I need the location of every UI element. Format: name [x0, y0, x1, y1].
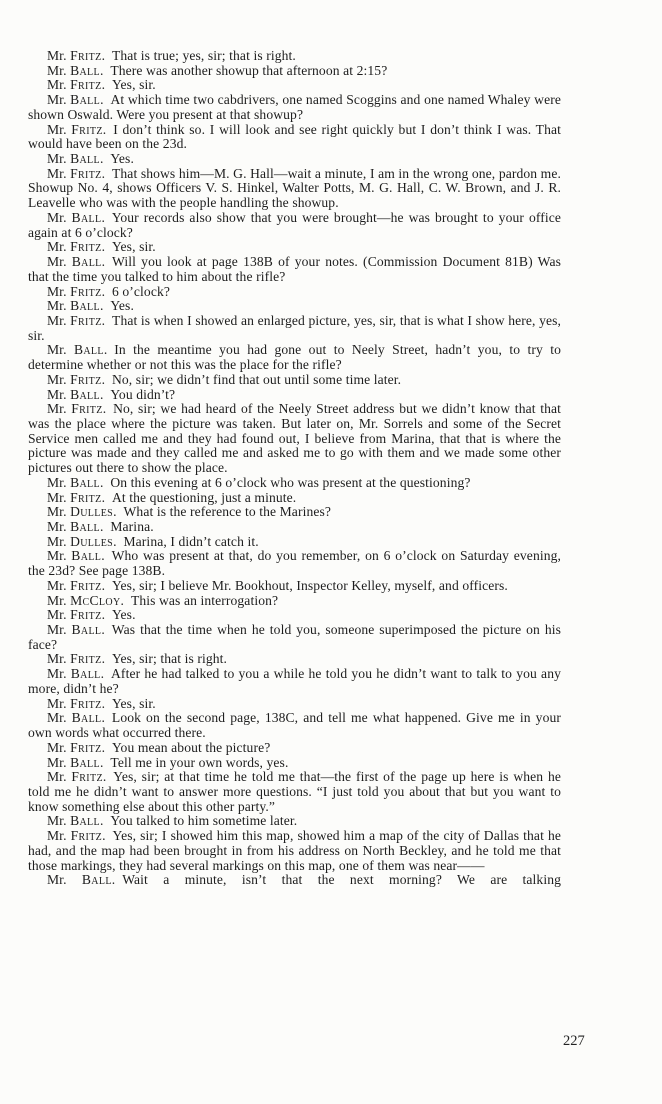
speaker-name: Mr. Fritz	[47, 165, 102, 181]
dialogue-text: . Who was present at that, do you remember, on 6 o’clock on Saturday evening, the 23d? See page 138B.	[28, 548, 562, 579]
speaker-name: Mr. Ball	[47, 62, 100, 78]
dialogue-line	[28, 652, 561, 667]
dialogue-line	[28, 255, 561, 284]
dialogue-text: . At the questioning, just a minute.	[101, 489, 297, 505]
speaker-name: Mr. Dulles	[47, 504, 114, 520]
speaker-name: Mr. Fritz	[47, 607, 102, 623]
dialogue-text: . After he had talked to you a while he told you he didn’t want to talk to you any more, didn’t he?	[28, 666, 561, 696]
dialogue-text: . Yes, sir; I showed him this map, showed him a map of the city of Dallas that he had, and the map had been brought in from his address on North Beckley, and he told me that those markings, they had several markings on this map, one of them was near——	[28, 828, 562, 873]
speaker-name: Mr. Ball	[47, 754, 100, 770]
dialogue-line	[28, 549, 561, 578]
speaker-name: Mr. Ball	[47, 548, 102, 564]
dialogue-text: . In the meantime you had gone out to Neely Street, hadn’t you, to try to determine whether or not this was the place for the rifle?	[28, 342, 562, 373]
speaker-name: Mr. Fritz	[47, 48, 102, 63]
speaker-name: Mr. Fritz	[47, 283, 102, 299]
dialogue-text: . Your records also show that you were brought—he was brought to your office again at 6 o’clock?	[28, 209, 561, 240]
dialogue-line	[28, 476, 561, 491]
dialogue-text: . This was an interrogation?	[120, 592, 279, 608]
dialogue-line	[28, 299, 561, 314]
speaker-name: Mr. Ball	[47, 209, 102, 225]
page-number: 227	[563, 1033, 585, 1049]
dialogue-text: . Tell me in your own words, yes.	[99, 754, 289, 770]
speaker-name: Mr. McCloy	[47, 592, 121, 608]
dialogue-text: . That is true; yes, sir; that is right.	[101, 48, 296, 63]
dialogue-line	[28, 535, 561, 550]
dialogue-line	[28, 711, 561, 740]
speaker-name: Mr. Ball	[47, 254, 102, 270]
dialogue-line	[28, 402, 561, 476]
dialogue-text: . You didn’t?	[99, 386, 176, 402]
dialogue-line	[28, 579, 561, 594]
speaker-name: Mr. Fritz	[47, 828, 103, 844]
dialogue-text: . At which time two cabdrivers, one named Scoggins and one named Whaley were shown Oswald. Were you present at that showup?	[28, 92, 561, 122]
dialogue-text: . You mean about the picture?	[101, 739, 271, 755]
dialogue-line	[28, 285, 561, 300]
speaker-name: Mr. Fritz	[47, 489, 102, 505]
speaker-name: Mr. Dulles	[47, 533, 114, 549]
dialogue-text: . Marina, I didn’t catch it.	[113, 533, 259, 549]
dialogue-text: . I don’t think so. I will look and see right quickly but I don’t think I was. That would have been on the 23d.	[28, 121, 561, 152]
speaker-name: Mr. Ball	[47, 342, 104, 358]
dialogue-line	[28, 123, 561, 152]
dialogue-line	[28, 520, 561, 535]
dialogue-line	[28, 64, 561, 79]
speaker-name: Mr. Fritz	[47, 739, 102, 755]
speaker-name: Mr. Ball	[47, 92, 101, 108]
dialogue-text: . Yes.	[101, 607, 136, 623]
dialogue-line	[28, 78, 561, 93]
dialogue-line	[28, 152, 561, 167]
dialogue-text: . Was that the time when he told you, someone superimposed the picture on his face?	[28, 622, 561, 652]
dialogue-text: . That shows him—M. G. Hall—wait a minute, I am in the wrong one, pardon me. Showup No. 4, shows Officers V. S. Hinkel, Walter Potts, M. G. Hall, C. W. Brown, and J. R. Leavelle who was with the people handling the showup.	[28, 165, 561, 211]
dialogue-line	[28, 741, 561, 756]
dialogue-line	[28, 814, 561, 829]
dialogue-line	[28, 505, 561, 520]
dialogue-line	[28, 873, 561, 888]
speaker-name: Mr. Fritz	[47, 651, 102, 667]
dialogue-text: . Yes, sir; I believe Mr. Bookhout, Inspector Kelley, myself, and officers.	[101, 577, 508, 593]
speaker-name: Mr. Ball	[47, 872, 112, 888]
dialogue-text: . Yes, sir.	[101, 239, 156, 255]
dialogue-text: . Marina.	[99, 519, 154, 534]
speaker-name: Mr. Fritz	[47, 77, 102, 93]
dialogue-text: . Yes, sir; that is right.	[101, 651, 228, 667]
speaker-name: Mr. Fritz	[47, 401, 103, 417]
dialogue-line	[28, 667, 561, 696]
transcript-text	[28, 49, 561, 888]
dialogue-line	[28, 829, 561, 873]
dialogue-text: . Will you look at page 138B of your notes. (Commission Document 81B) Was that the time you talked to him about the rifle?	[28, 254, 561, 284]
speaker-name: Mr. Fritz	[47, 121, 103, 137]
dialogue-text: . No, sir; we had heard of the Neely Street address but we didn’t know that that was the place where the picture was taken. But later on, Mr. Sorrels and some of the Secret Service men called me and they had found out, I believe from Marina, that that is where the picture was made and they called me and asked me to go with them and we made some other pictures out there to show the place.	[28, 401, 561, 476]
dialogue-line	[28, 49, 561, 64]
dialogue-line	[28, 373, 561, 388]
speaker-name: Mr. Ball	[47, 519, 100, 534]
speaker-name: Mr. Fritz	[47, 371, 102, 387]
dialogue-text: . Look on the second page, 138C, and tell me what happened. Give me in your own words what occurred there.	[28, 710, 561, 741]
dialogue-text: . Yes, sir; at that time he told me that—the first of the page up here is when he told me he didn’t want to answer more questions. “I just told you about that but you want to know something else about this other party.”	[28, 769, 561, 814]
dialogue-text: . That is when I showed an enlarged picture, yes, sir, that is what I show here, yes, sir.	[28, 312, 561, 343]
speaker-name: Mr. Ball	[47, 151, 100, 167]
speaker-name: Mr. Fritz	[47, 577, 102, 593]
dialogue-text: . Wait a minute, isn’t that the next morning? We are talking	[111, 872, 561, 888]
speaker-name: Mr. Ball	[47, 813, 100, 829]
dialogue-text: . Yes, sir.	[101, 77, 156, 93]
dialogue-line	[28, 388, 561, 403]
dialogue-line	[28, 240, 561, 255]
dialogue-line	[28, 93, 561, 122]
speaker-name: Mr. Ball	[47, 622, 102, 638]
speaker-name: Mr. Ball	[47, 710, 102, 726]
dialogue-text: . Yes.	[99, 298, 134, 314]
dialogue-text: . You talked to him sometime later.	[99, 813, 298, 829]
speaker-name: Mr. Fritz	[47, 239, 102, 255]
speaker-name: Mr. Ball	[47, 474, 100, 490]
speaker-name: Mr. Ball	[47, 666, 101, 682]
dialogue-text: . No, sir; we didn’t find that out until some time later.	[101, 371, 402, 387]
dialogue-line	[28, 770, 561, 814]
dialogue-line	[28, 697, 561, 712]
dialogue-text: . Yes, sir.	[101, 695, 156, 711]
dialogue-line	[28, 211, 561, 240]
speaker-name: Mr. Fritz	[47, 695, 102, 711]
dialogue-line	[28, 756, 561, 771]
dialogue-line	[28, 167, 561, 211]
dialogue-line	[28, 343, 561, 372]
dialogue-line	[28, 314, 561, 343]
speaker-name: Mr. Ball	[47, 298, 100, 314]
dialogue-line	[28, 608, 561, 623]
dialogue-text: . What is the reference to the Marines?	[113, 504, 331, 520]
dialogue-line	[28, 491, 561, 506]
dialogue-line	[28, 594, 561, 609]
dialogue-text: . On this evening at 6 o’clock who was present at the questioning?	[99, 474, 471, 490]
dialogue-line	[28, 623, 561, 652]
dialogue-text: . Yes.	[99, 151, 134, 167]
speaker-name: Mr. Fritz	[47, 312, 102, 328]
dialogue-text: . There was another showup that afternoon at 2:15?	[99, 62, 388, 78]
dialogue-text: . 6 o’clock?	[101, 283, 170, 299]
speaker-name: Mr. Fritz	[47, 769, 103, 785]
speaker-name: Mr. Ball	[47, 386, 100, 402]
